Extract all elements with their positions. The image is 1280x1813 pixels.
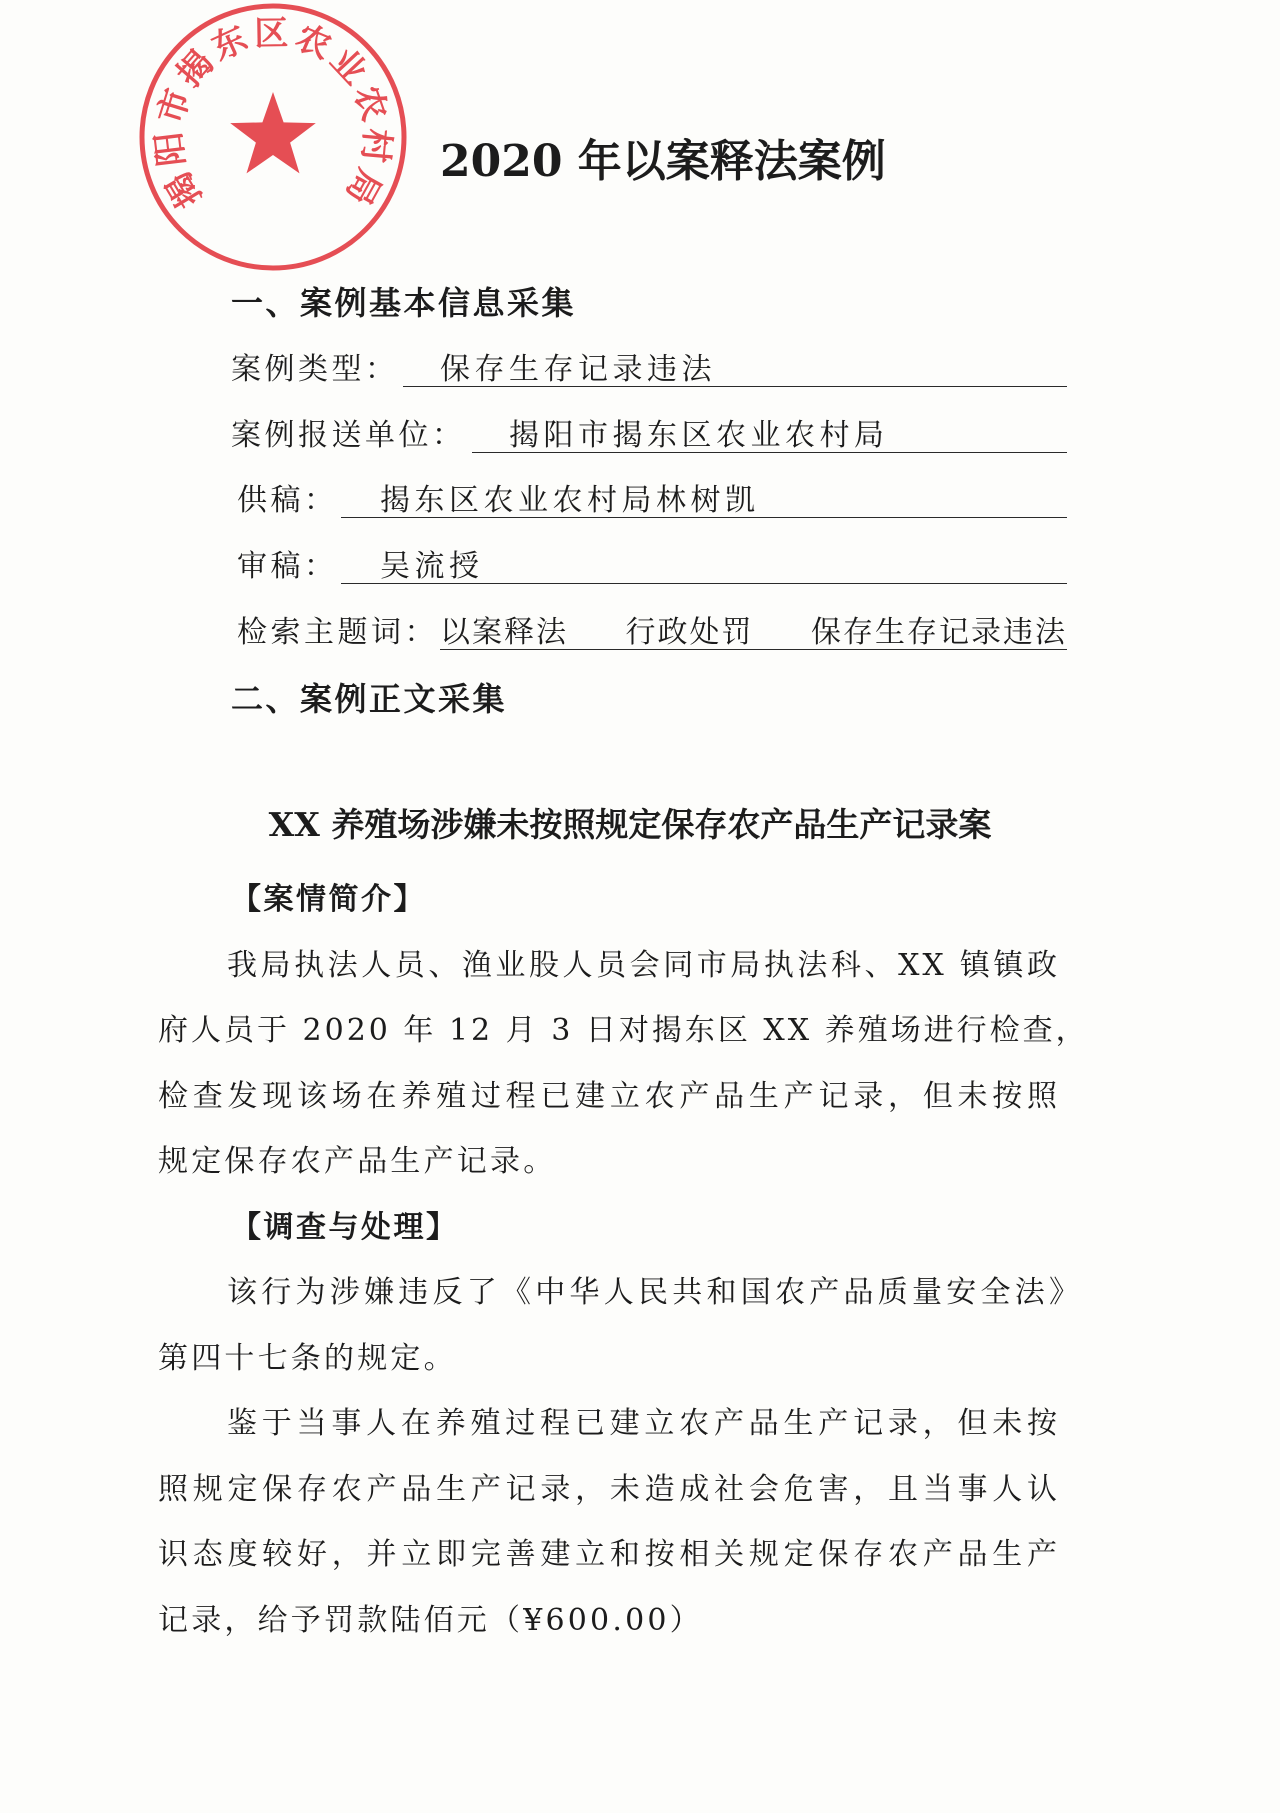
body-line: 记录，给予罚款陆佰元（¥600.00） [158, 1602, 703, 1638]
case-body [158, 867, 1089, 1653]
field-label-case-type: 案例类型： [231, 352, 399, 387]
summary-heading: 【案情简介】 [231, 882, 426, 917]
body-line: 府人员于 2020 年 12 月 3 日对揭东区 XX 养殖场进行检查， [158, 1013, 1089, 1048]
seal-text-path: 揭阳市揭东区农业农村局 [148, 13, 398, 215]
field-label-contributor: 供稿： [237, 483, 338, 518]
seal-star-icon [230, 92, 316, 173]
keyword-term: 保存生存记录违法 [811, 615, 1067, 650]
body-line: 该行为涉嫌违反了《中华人民共和国农产品质量安全法》 [227, 1275, 1082, 1310]
body-line: 规定保存农产品生产记录。 [158, 1144, 557, 1179]
official-seal [133, 0, 413, 280]
page-title: 2020 年以案释法案例 [440, 136, 886, 187]
section1-heading: 一、案例基本信息采集 [231, 284, 577, 322]
investigation-heading: 【调查与处理】 [231, 1209, 459, 1245]
body-line: 照规定保存农产品生产记录，未造成社会危害，且当事人认 [158, 1471, 1060, 1507]
keyword-list [440, 616, 1067, 650]
keyword-term: 行政处罚 [625, 615, 754, 650]
case-title: XX 养殖场涉嫌未按照规定保存农产品生产记录案 [268, 805, 992, 844]
body-line: 识态度较好，并立即完善建立和按相关规定保存农产品生产 [158, 1537, 1060, 1572]
field-label-reporting-unit: 案例报送单位： [231, 418, 466, 453]
field-value-contributor: 揭东区农业农村局林树凯 [341, 484, 1067, 518]
field-label-reviewer: 审稿： [237, 549, 338, 584]
body-line: 鉴于当事人在养殖过程已建立农产品生产记录，但未按 [227, 1406, 1060, 1441]
body-line: 第四十七条的规定。 [158, 1340, 457, 1376]
section2-heading: 二、案例正文采集 [231, 680, 508, 718]
field-value-reviewer: 吴流授 [341, 550, 1067, 584]
field-value-reporting-unit: 揭阳市揭东区农业农村局 [472, 419, 1067, 453]
field-value-case-type: 保存生存记录违法 [403, 353, 1067, 387]
body-line: 我局执法人员、渔业股人员会同市局执法科、XX 镇镇政 [227, 947, 1060, 983]
field-label-keywords: 检索主题词： [237, 615, 438, 650]
body-line: 检查发现该场在养殖过程已建立农产品生产记录，但未按照 [158, 1078, 1060, 1114]
keyword-term: 以案释法 [440, 615, 568, 650]
